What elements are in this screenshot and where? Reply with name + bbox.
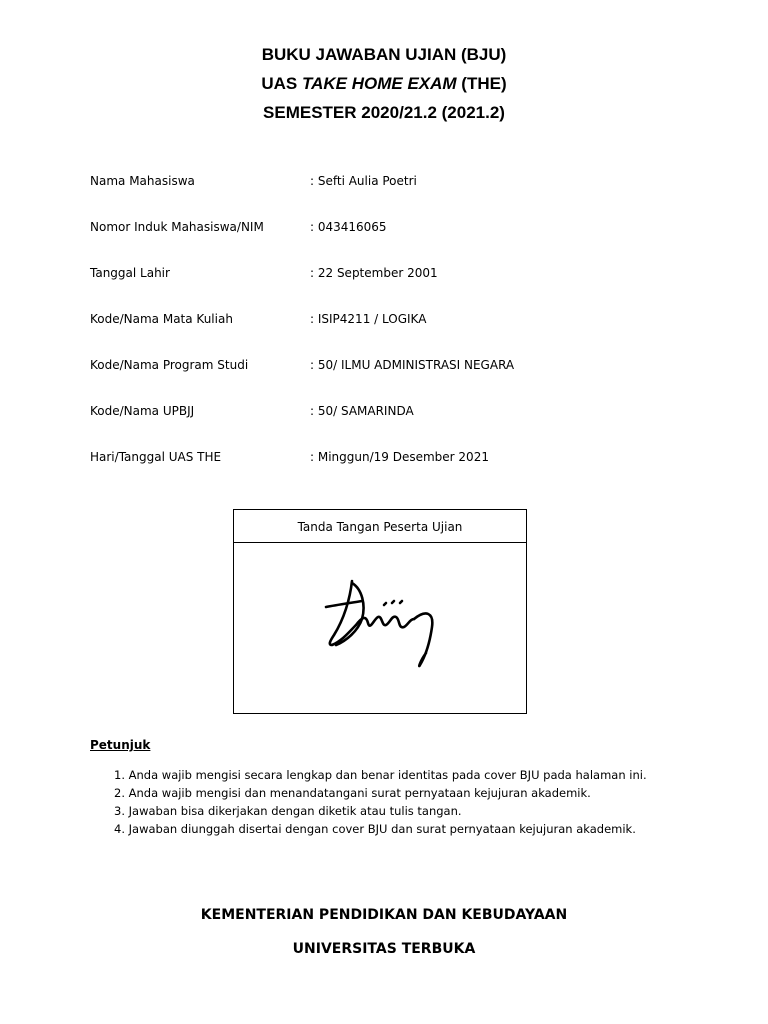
instruction-item: 2. Anda wajib mengisi dan menandatangani surat pernyataan kejujuran akademik. [114, 786, 591, 800]
identity-label: Hari/Tanggal UAS THE [90, 450, 222, 464]
identity-row-exam-date [90, 446, 690, 492]
header-exam-type [0, 69, 768, 98]
identity-label: Tanggal Lahir [90, 266, 170, 280]
identity-label: Nomor Induk Mahasiswa/NIM [90, 220, 264, 234]
header-semester: SEMESTER 2020/21.2 (2021.2) [263, 103, 505, 122]
signature-box-title: Tanda Tangan Peserta Ujian [234, 510, 526, 543]
instruction-item: 3. Jawaban bisa dikerjakan dengan diketik atau tulis tangan. [114, 804, 462, 818]
header-exam-suffix: (THE) [456, 74, 507, 93]
identity-label: Kode/Nama Mata Kuliah [90, 312, 233, 326]
header-title: BUKU JAWABAN UJIAN (BJU) [261, 45, 507, 64]
footer-university: UNIVERSITAS TERBUKA [292, 941, 476, 957]
identity-value: : 50/ ILMU ADMINISTRASI NEGARA [310, 358, 515, 372]
instruction-item: 1. Anda wajib mengisi secara lengkap dan benar identitas pada cover BJU pada halaman ini. [114, 768, 647, 782]
instruction-item: 4. Jawaban diunggah disertai dengan cover BJU dan surat pernyataan kejujuran akademik. [114, 822, 636, 836]
identity-row-upbjj [90, 400, 690, 446]
identity-row-course [90, 308, 690, 354]
identity-row-nim [90, 216, 690, 262]
footer-ministry: KEMENTERIAN PENDIDIKAN DAN KEBUDAYAAN [200, 907, 568, 923]
instructions-section [90, 738, 710, 838]
identity-label: Kode/Nama Program Studi [90, 358, 249, 372]
signature-area [234, 543, 526, 713]
identity-value: : 50/ SAMARINDA [310, 404, 414, 418]
document-header [0, 40, 768, 127]
instructions-list [114, 766, 710, 838]
identity-value: : Sefti Aulia Poetri [310, 174, 417, 188]
identity-value: : 043416065 [310, 220, 387, 234]
identity-value: : ISIP4211 / LOGIKA [310, 312, 427, 326]
identity-label: Kode/Nama UPBJJ [90, 404, 195, 418]
identity-value: : Minggun/19 Desember 2021 [310, 450, 489, 464]
identity-row-birthdate [90, 262, 690, 308]
identity-row-name [90, 170, 690, 216]
identity-label: Nama Mahasiswa [90, 174, 195, 188]
instructions-title: Petunjuk [90, 738, 151, 752]
identity-value: : 22 September 2001 [310, 266, 438, 280]
header-exam-italic: TAKE HOME EXAM [302, 74, 457, 93]
identity-row-program [90, 354, 690, 400]
identity-section [90, 170, 690, 492]
handwritten-signature [322, 579, 442, 679]
header-exam-prefix: UAS [261, 74, 302, 93]
document-footer [0, 898, 768, 966]
signature-box [233, 509, 527, 714]
